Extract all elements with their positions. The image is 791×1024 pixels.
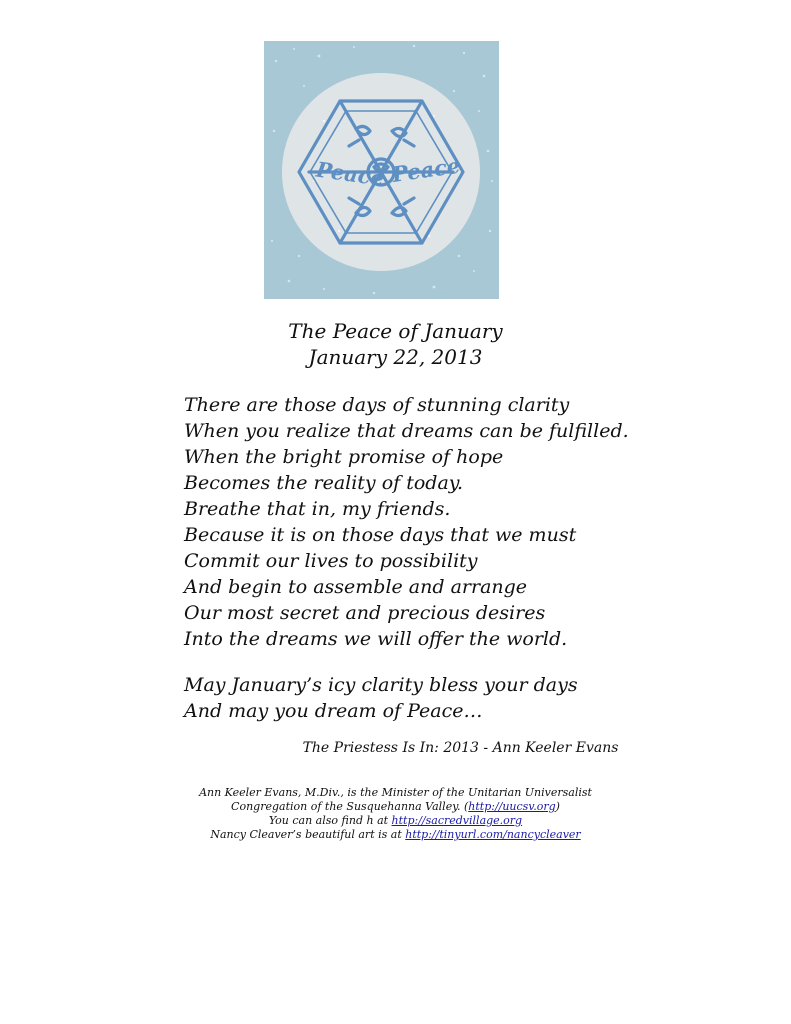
poem-line: May January’s icy clarity bless your days [184, 674, 578, 696]
snowflake-peace-image [264, 41, 499, 299]
footer-text: Nancy Cleaver’s beautiful art is at [210, 828, 406, 841]
poem-stanza-2 [184, 672, 629, 724]
author-footer [0, 786, 791, 842]
poem-line: When the bright promise of hope [184, 446, 504, 468]
poem-stanza-1 [184, 392, 629, 652]
footer-text: You can also find h at [268, 814, 392, 827]
footer-line-1: Ann Keeler Evans, M.Div., is the Minister of the Unitarian Universalist [199, 786, 592, 799]
footer-line-3 [0, 814, 791, 828]
nancycleaver-link[interactable]: http://tinyurl.com/nancycleaver [405, 828, 581, 841]
poem-line: There are those days of stunning clarity [184, 394, 570, 416]
poem [184, 392, 629, 724]
poem-line: And may you dream of Peace… [184, 700, 483, 722]
svg-text:Peace: Peace [390, 152, 462, 187]
poem-line: When you realize that dreams can be fulfilled. [184, 420, 629, 442]
footer-line-4 [0, 828, 791, 842]
uucsv-link[interactable]: http://uucsv.org [468, 800, 556, 813]
poem-line: Commit our lives to possibility [184, 550, 478, 572]
poem-line: Becomes the reality of today. [184, 472, 464, 494]
poem-line: Into the dreams we will offer the world. [184, 628, 568, 650]
snowflake-artwork [264, 41, 499, 299]
poem-line: Because it is on those days that we must [184, 524, 577, 546]
footer-line-2 [0, 800, 791, 814]
svg-text:Peace: Peace [314, 156, 386, 191]
footer-text: ) [555, 800, 560, 813]
poem-line: Our most secret and precious desires [184, 602, 546, 624]
page-date: January 22, 2013 [308, 345, 483, 369]
title-block [0, 318, 791, 370]
footer-text: Congregation of the Susquehanna Valley. ( [231, 800, 469, 813]
poem-line: And begin to assemble and arrange [184, 576, 528, 598]
poem-line: Breathe that in, my friends. [184, 498, 451, 520]
attribution: The Priestess Is In: 2013 - Ann Keeler Evans [302, 740, 619, 756]
sacredvillage-link[interactable]: http://sacredvillage.org [391, 814, 523, 827]
page-title: The Peace of January [288, 319, 503, 343]
